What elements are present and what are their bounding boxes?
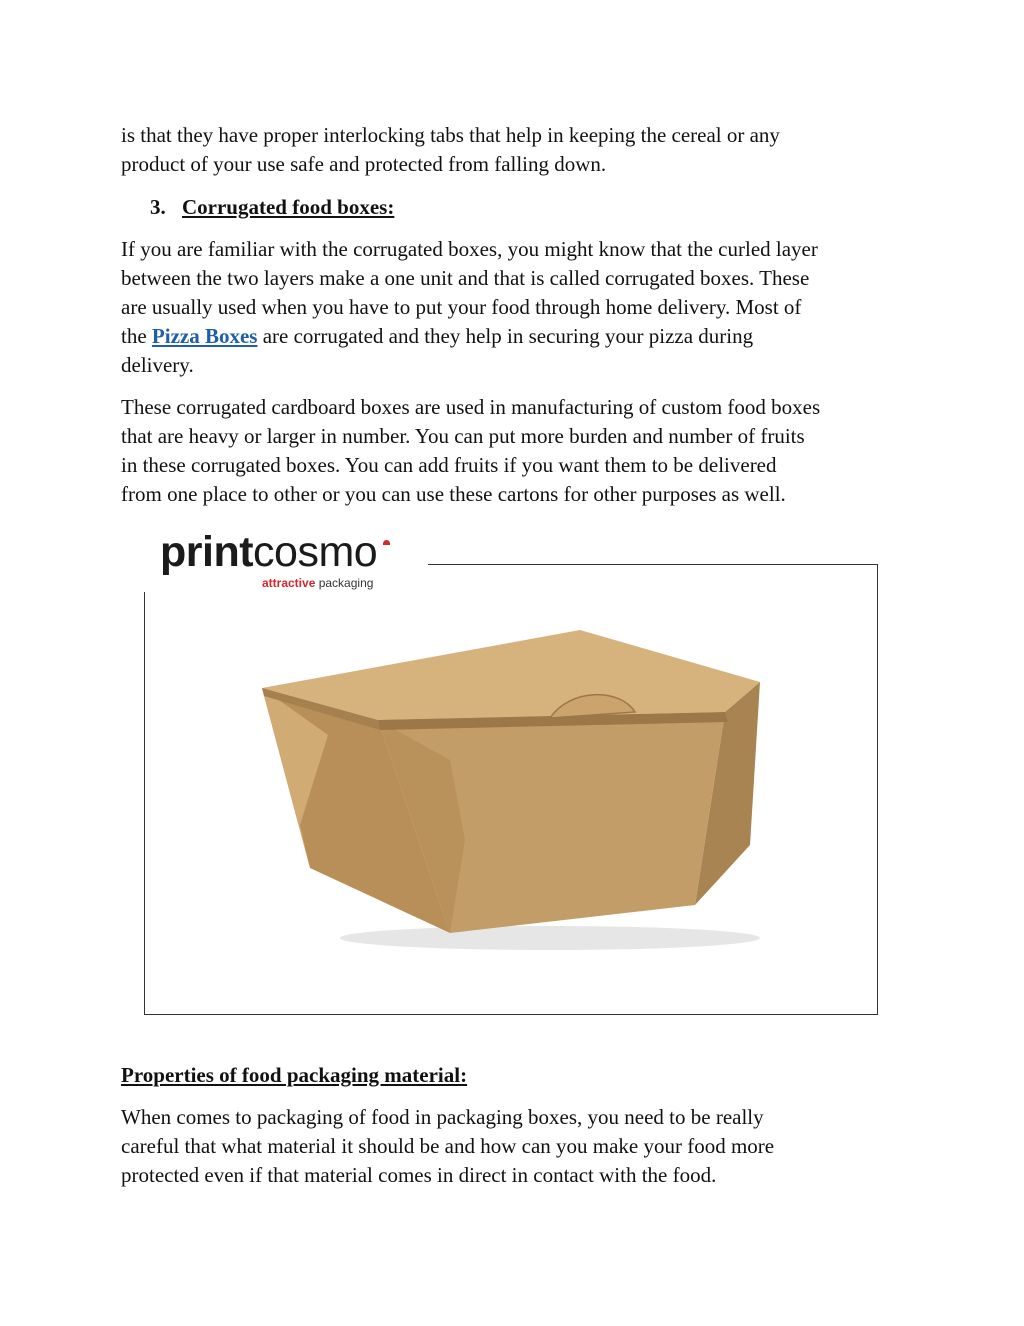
body-text-line: from one place to other or you can use these cartons for other purposes as well.: [121, 482, 786, 506]
body-text-line: careful that what material it should be and how can you make your food more: [121, 1134, 775, 1158]
body-text-line: delivery.: [121, 353, 194, 377]
body-text-line: product of your use safe and protected from falling down.: [121, 152, 607, 176]
section-number: 3.: [150, 195, 166, 219]
body-text-span: the: [121, 324, 152, 348]
logo-tagline-accent: attractive: [262, 576, 316, 590]
body-text-line: [121, 322, 753, 351]
logo-tagline: [262, 576, 373, 590]
properties-heading: Properties of food packaging material:: [121, 1063, 468, 1087]
printcosmo-logo: [160, 528, 377, 576]
body-text-span: are corrugated and they help in securing your pizza during: [257, 324, 754, 348]
logo-tagline-rest: packaging: [315, 576, 374, 590]
logo-cosmo-text: cosmo: [253, 528, 378, 576]
body-text-line: These corrugated cardboard boxes are used in manufacturing of custom food boxes: [121, 395, 821, 419]
body-text-line: in these corrugated boxes. You can add fruits if you want them to be delivered: [121, 453, 777, 477]
body-text-line: When comes to packaging of food in packaging boxes, you need to be really: [121, 1105, 764, 1129]
body-text-line: are usually used when you have to put your food through home delivery. Most of: [121, 295, 802, 319]
body-text-line: is that they have proper interlocking tabs that help in keeping the cereal or any: [121, 123, 780, 147]
section-heading: Corrugated food boxes:: [182, 195, 395, 219]
pizza-boxes-link[interactable]: Pizza Boxes: [151, 324, 258, 348]
corrugated-box-image: [250, 600, 770, 960]
logo-accent-icon: [383, 540, 390, 545]
body-text-line: between the two layers make a one unit and that is called corrugated boxes. These: [121, 266, 810, 290]
box-lid-top: [262, 630, 760, 720]
box-shadow: [340, 926, 760, 950]
body-text-line: protected even if that material comes in direct in contact with the food.: [121, 1163, 717, 1187]
body-text-line: that are heavy or larger in number. You can put more burden and number of fruits: [121, 424, 805, 448]
logo-print-text: print: [160, 528, 254, 576]
body-text-line: If you are familiar with the corrugated boxes, you might know that the curled layer: [121, 237, 818, 261]
